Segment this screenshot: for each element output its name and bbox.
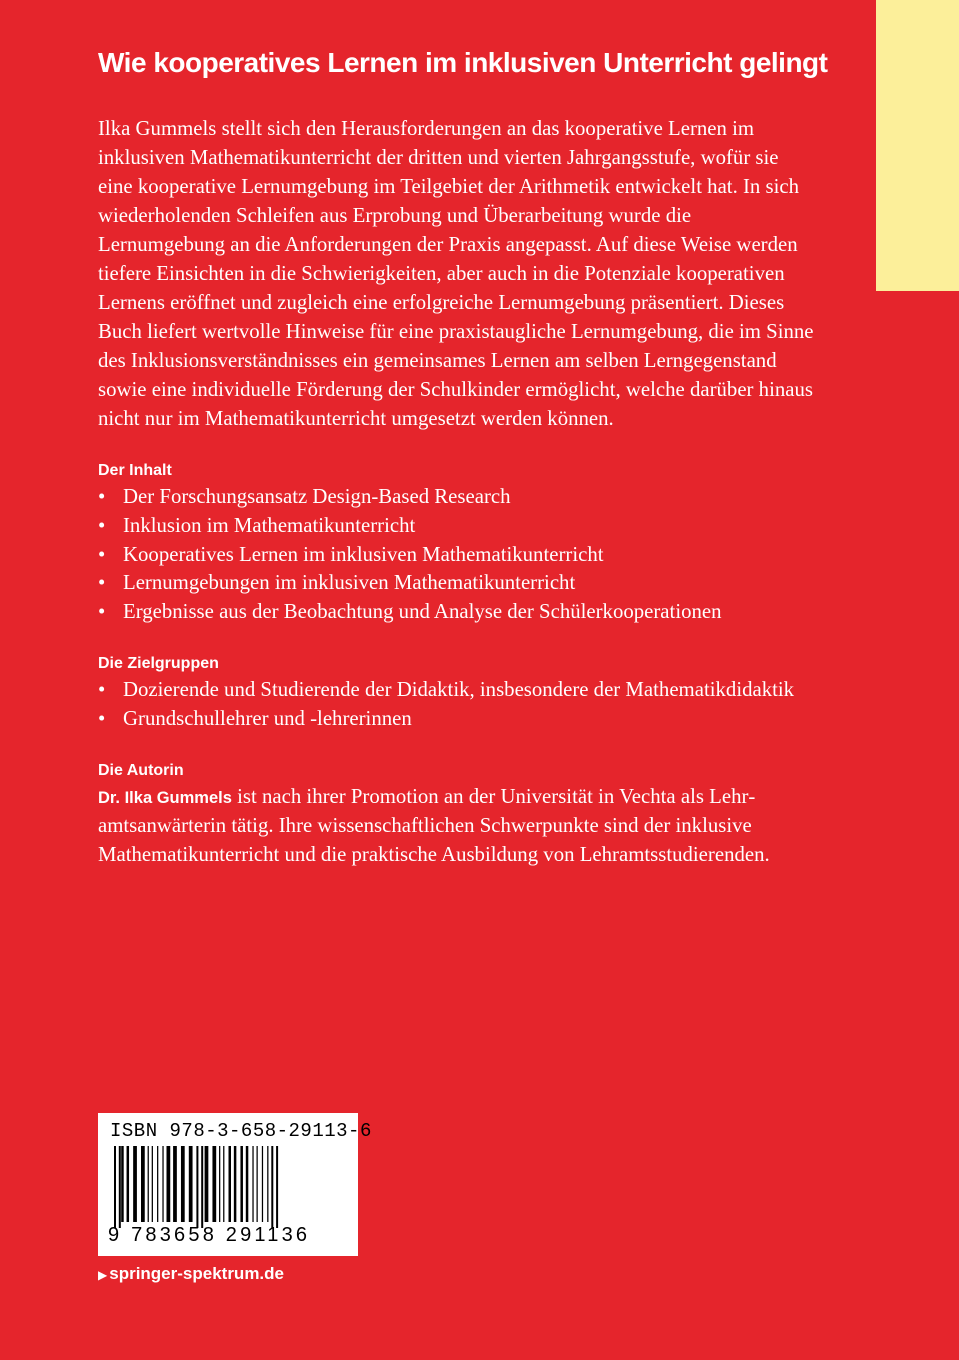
list-item: • Dozierende und Studierende der Didaktik, insbesondere der Mathematikdidaktik	[98, 676, 816, 705]
list-item: • Kooperatives Lernen im inklusiven Mathematikunterricht	[98, 541, 816, 570]
headline: Wie kooperatives Lernen im inklusiven Unterricht gelingt	[98, 47, 828, 78]
inhalt-list	[98, 483, 816, 627]
list-item: • Inklusion im Mathematikunterricht	[98, 512, 816, 541]
bullet-icon: •	[98, 513, 106, 537]
author-bio	[98, 783, 816, 870]
accent-bar	[876, 0, 959, 291]
section-title-inhalt: Der Inhalt	[98, 462, 172, 479]
bullet-icon: •	[98, 677, 106, 701]
isbn-barcode	[98, 1113, 372, 1256]
barcode-bars	[112, 1146, 344, 1228]
bullet-icon: •	[98, 485, 106, 508]
list-item: • Der Forschungsansatz Design-Based Research	[98, 483, 816, 512]
zielgruppen-list	[98, 676, 816, 734]
section-title-zielgruppen: Die Zielgruppen	[98, 654, 219, 672]
back-cover-content	[98, 46, 828, 870]
author-description: ist nach ihrer Promotion an der Universität in Vechta als Lehramtsanwärterin tätig. Ihre wissenschaftlichen Schwerpunkte sind der inklusive Mathematikunterricht und die praktische Ausbildung von Lehramtsstudierenden.	[98, 784, 770, 867]
arrow-right-icon: ▶	[98, 1268, 108, 1282]
intro-text: Ilka Gummels stellt sich den Herausforderungen an das kooperative Lernen im inklusiven Mathematikunterricht der dritten und vierten Jahrgangsstufe, wofür sie eine kooperative Lernumgebung im Teilgebiet der Arithmetik entwickelt hat. In sich wiederholenden Schleifen aus Erprobung und Überarbeitung wurde die Lernumgebung an die Anforderungen der Praxis angepasst. Auf diese Weise werden tiefere Einsichten in die Schwierigkeiten, aber auch in die Potenziale kooperativen Lernens eröffnet und zugleich eine erfolgreiche Lernumgebung präsentiert. Dieses Buch liefert wertvolle Hinweise für eine praxistaugliche Lernumgebung, die im Sinne des Inklusionsverständnisses ein gemeinsames Lernen am selben Lerngegenstand sowie eine individuelle Förderung der Schulkinder ermöglicht, welche darüber hinaus nicht nur im Mathematikunterricht umgesetzt werden können.	[98, 117, 814, 430]
list-item: • Lernumgebungen im inklusiven Mathematikunterricht	[98, 569, 816, 598]
isbn-label: ISBN 978-3-658-29113-6	[110, 1120, 372, 1142]
publisher-url: springer-spektrum.de	[109, 1264, 284, 1283]
bullet-icon: •	[98, 600, 106, 624]
section-title-autorin: Die Autorin	[98, 761, 184, 779]
author-name: Dr. Ilka Gummels	[98, 788, 232, 807]
bullet-icon: •	[98, 706, 106, 730]
barcode-digits: 9 783658 291136	[108, 1224, 311, 1246]
list-item: • Grundschullehrer und -lehrerinnen	[98, 705, 816, 734]
list-item: • Ergebnisse aus der Beobachtung und Analyse der Schülerkooperationen	[98, 598, 816, 627]
publisher-link[interactable]	[98, 1264, 284, 1284]
bullet-icon: •	[98, 542, 106, 566]
bullet-icon: •	[98, 571, 106, 595]
